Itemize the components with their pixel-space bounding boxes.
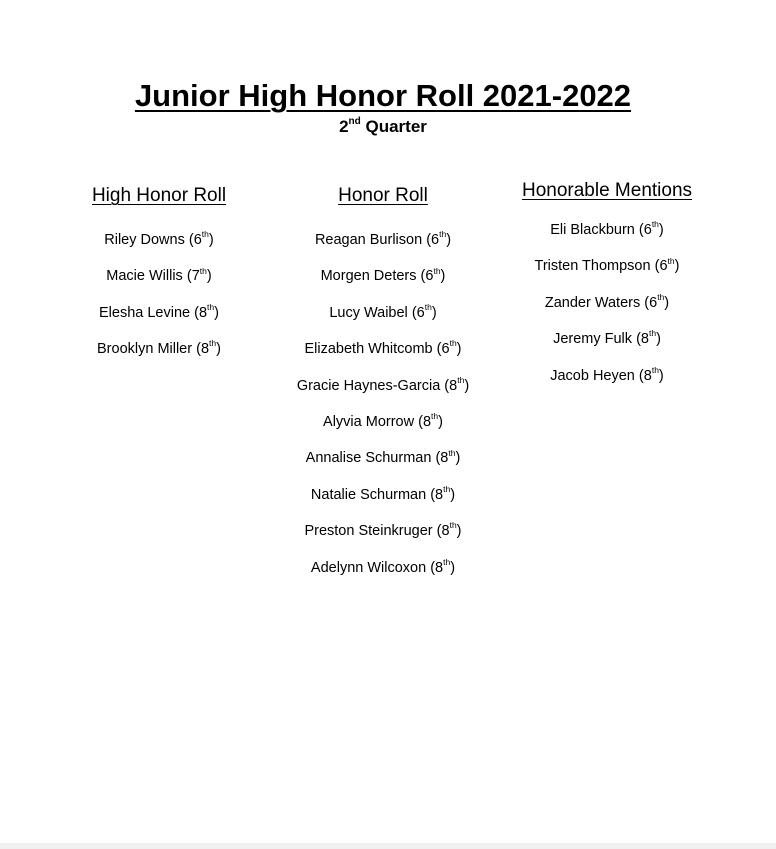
student-grade: (6th) <box>654 255 680 275</box>
quarter-ordinal-suffix: nd <box>348 116 361 128</box>
student-name: Elizabeth Whitcomb <box>304 341 433 358</box>
student-name: Elesha Levine <box>99 304 191 321</box>
student-entry <box>59 303 259 339</box>
honor-roll-list <box>283 230 483 594</box>
grade-ordinal-suffix: th <box>648 328 657 339</box>
student-name: Alyvia Morrow <box>323 413 415 430</box>
grade-number: 6 <box>441 341 450 358</box>
student-entry <box>283 303 483 339</box>
student-entry <box>283 448 483 484</box>
grade-ordinal-suffix: th <box>207 301 215 312</box>
grade-number: 6 <box>649 294 658 311</box>
student-entry <box>283 412 483 448</box>
student-entry <box>283 230 483 266</box>
grade-number: 6 <box>643 222 652 238</box>
high-honor-roll-list <box>59 230 259 376</box>
student-entry <box>497 329 717 365</box>
high-honor-roll-heading: High Honor Roll <box>91 185 227 206</box>
honorable-mentions-column <box>497 179 717 402</box>
student-entry <box>283 521 483 557</box>
student-grade: (8th) <box>435 447 461 467</box>
student-name: Morgen Deters <box>320 268 417 285</box>
grade-number: 6 <box>431 232 440 248</box>
grade-number: 8 <box>440 450 449 467</box>
student-entry <box>283 558 483 594</box>
student-grade: (6th) <box>426 229 452 248</box>
bottom-edge-bar <box>0 843 776 849</box>
student-name: Natalie Schurman <box>310 486 427 503</box>
student-entry <box>497 293 717 329</box>
grade-ordinal-suffix: th <box>431 411 439 422</box>
grade-ordinal-suffix: th <box>424 301 432 312</box>
student-entry <box>497 220 717 256</box>
grade-ordinal-suffix: th <box>439 229 447 240</box>
grade-ordinal-suffix: th <box>443 483 451 494</box>
grade-number: 8 <box>200 341 210 358</box>
student-entry <box>283 266 483 302</box>
student-name: Eli Blackburn <box>550 222 635 238</box>
grade-number: 8 <box>643 367 652 384</box>
student-grade: (6th) <box>436 338 462 358</box>
grade-number: 8 <box>422 413 432 430</box>
grade-number: 8 <box>640 331 649 348</box>
grade-number: 8 <box>198 304 208 321</box>
grade-ordinal-suffix: th <box>201 229 209 240</box>
student-grade: (7th) <box>186 265 212 285</box>
student-grade: (8th) <box>430 556 456 576</box>
grade-number: 6 <box>416 304 425 321</box>
quarter-number: 2 <box>339 117 349 136</box>
student-name: Riley Downs <box>104 232 185 248</box>
student-name: Reagan Burlison <box>314 232 423 248</box>
student-grade: (6th) <box>420 265 446 285</box>
student-name: Tristen Thompson <box>534 258 651 275</box>
honorable-mentions-list <box>497 220 717 402</box>
grade-ordinal-suffix: th <box>651 364 659 375</box>
grade-ordinal-suffix: th <box>449 338 457 349</box>
grade-ordinal-suffix: th <box>667 255 675 266</box>
grade-ordinal-suffix: th <box>449 520 457 531</box>
student-grade: (8th) <box>436 520 462 540</box>
grade-ordinal-suffix: th <box>457 374 465 385</box>
student-entry <box>283 376 483 412</box>
student-name: Zander Waters <box>544 294 641 311</box>
student-entry <box>497 256 717 292</box>
student-grade: (8th) <box>196 338 221 358</box>
grade-number: 6 <box>425 268 434 285</box>
honorable-mentions-heading: Honorable Mentions <box>521 180 693 201</box>
grade-ordinal-suffix: th <box>433 265 441 276</box>
student-grade: (6th) <box>644 291 670 311</box>
student-entry <box>59 339 259 375</box>
student-name: Gracie Haynes-Garcia <box>296 377 441 394</box>
student-grade: (8th) <box>418 411 443 430</box>
high-honor-roll-column <box>59 184 259 376</box>
student-grade: (6th) <box>188 229 214 248</box>
grade-ordinal-suffix: th <box>443 556 451 567</box>
honor-roll-column <box>283 184 483 594</box>
grade-ordinal-suffix: th <box>651 219 659 230</box>
quarter-label: Quarter <box>365 117 427 136</box>
student-entry <box>59 266 259 302</box>
grade-ordinal-suffix: th <box>209 338 217 349</box>
grade-number: 6 <box>193 232 202 248</box>
student-entry <box>283 339 483 375</box>
student-grade: (8th) <box>430 483 456 503</box>
quarter-subtitle <box>0 116 766 138</box>
grade-ordinal-suffix: th <box>199 265 207 276</box>
student-name: Brooklyn Miller <box>97 341 193 358</box>
grade-number: 8 <box>449 377 458 394</box>
grade-ordinal-suffix: th <box>657 291 665 302</box>
grade-ordinal-suffix: th <box>448 447 456 458</box>
student-name: Jeremy Fulk <box>553 331 633 348</box>
student-name: Macie Willis <box>106 268 183 285</box>
student-entry <box>59 230 259 266</box>
student-grade: (6th) <box>411 301 437 321</box>
grade-number: 6 <box>659 258 668 275</box>
grade-number: 8 <box>435 486 444 503</box>
student-name: Annalise Schurman <box>305 450 432 467</box>
page-title: Junior High Honor Roll 2021-2022 <box>134 78 632 113</box>
student-name: Jacob Heyen <box>550 367 635 384</box>
student-entry <box>283 485 483 521</box>
student-grade: (8th) <box>638 364 664 384</box>
student-name: Adelynn Wilcoxon <box>310 559 427 576</box>
student-grade: (8th) <box>194 301 219 321</box>
student-grade: (8th) <box>444 374 470 394</box>
student-grade: (8th) <box>636 328 661 348</box>
student-name: Preston Steinkruger <box>304 523 433 540</box>
grade-number: 8 <box>441 523 450 540</box>
student-entry <box>497 366 717 402</box>
grade-number: 8 <box>435 559 444 576</box>
honor-roll-heading: Honor Roll <box>338 185 428 206</box>
grade-number: 7 <box>191 268 200 285</box>
student-grade: (6th) <box>638 219 664 238</box>
student-name: Lucy Waibel <box>329 304 408 321</box>
